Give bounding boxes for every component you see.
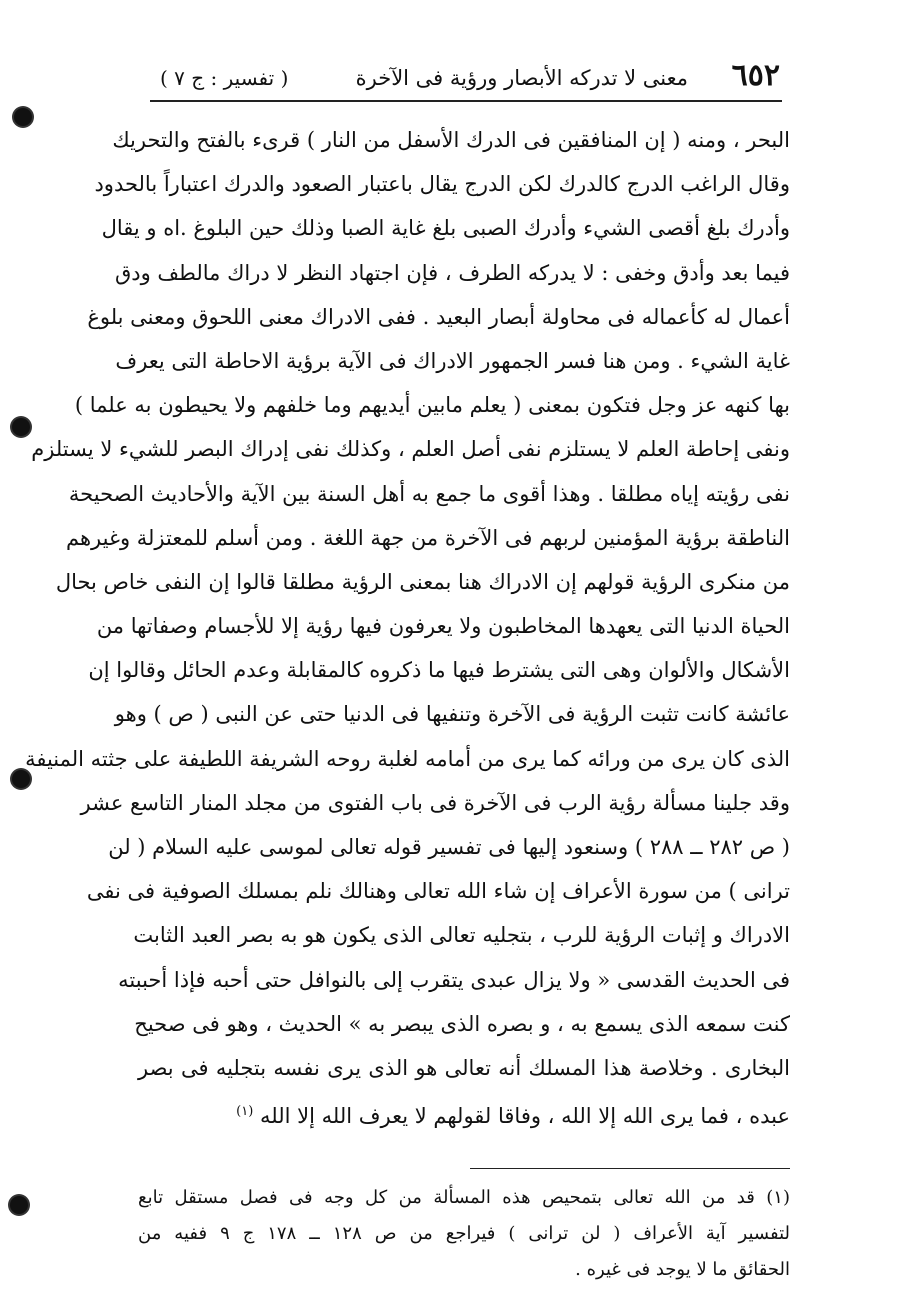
- footnote-line: (١) قد من الله تعالى بتمحيص هذه المسألة من كل وجه فى فصل مستقل تابع: [138, 1187, 790, 1208]
- footnote-line: الحقائق ما لا يوجد فى غيره .: [575, 1259, 790, 1280]
- text-line: أعمال له كأعماله فى محاولة أبصار البعيد . ففى الادراك معنى اللحوق ومعنى بلوغ: [87, 304, 790, 329]
- footnote: [138, 1180, 790, 1288]
- running-title: معنى لا تدركه الأبصار ورؤية فى الآخرة: [355, 66, 688, 90]
- header-rule: [150, 100, 782, 102]
- punch-hole-marker: [12, 418, 30, 436]
- text-line: الحياة الدنيا التى يعهدها المخاطبون ولا يعرفون فيها رؤية إلا للأجسام وصفاتها من: [96, 614, 790, 639]
- text-line: الناطقة برؤية المؤمنين لربهم فى الآخرة من جهة اللغة . ومن أسلم للمعتزلة وغيرهم: [66, 525, 790, 550]
- text-line: فيما بعد وأدق وخفى : لا يدركه الطرف ، فإن اجتهاد النظر لا دراك مالطف ودق: [114, 260, 790, 285]
- text-line: ونفى إحاطة العلم لا يستلزم نفى أصل العلم ، وكذلك نفى إدراك البصر للشيء لا يستلزم: [31, 437, 790, 462]
- text-line: وأدرك بلغ أقصى الشيء وأدرك الصبى بلغ غاية الصبا وذلك حين البلوغ .اه و يقال: [101, 216, 790, 241]
- page-header: [150, 58, 780, 98]
- text-line: من منكرى الرؤية قولهم إن الادراك هنا بمعنى الرؤية مطلقا قالوا إن النفى خاص بحال: [55, 569, 790, 594]
- text-line: نفى رؤيته إياه مطلقا . وهذا أقوى ما جمع به أهل السنة بين الآية والأحاديث الصحيحة: [68, 481, 790, 506]
- footnote-separator: [470, 1168, 790, 1169]
- text-line: وقد جلينا مسألة رؤية الرب فى الآخرة فى باب الفتوى من مجلد المنار التاسع عشر: [80, 790, 790, 815]
- text-line: ترانى ) من سورة الأعراف إن شاء الله تعالى وهنالك نلم بمسلك الصوفية فى نفى: [86, 879, 790, 904]
- text-line-final: [138, 1090, 790, 1134]
- punch-hole-marker: [10, 1196, 28, 1214]
- text-line: ( ص ٢٨٢ ــ ٢٨٨ ) وسنعود إليها فى تفسير قوله تعالى لموسى عليه السلام ( لن: [108, 835, 790, 859]
- page-number: ٦٥٢: [731, 58, 780, 93]
- text-line: البحر ، ومنه ( إن المنافقين فى الدرك الأسفل من النار ) قرىء بالفتح والتحريك: [112, 128, 790, 152]
- volume-reference: ( تفسير : ج ٧ ): [160, 66, 289, 90]
- text-line: فى الحديث القدسى « ولا يزال عبدى يتقرب إلى بالنوافل حتى أحبه فإذا أحببته: [118, 967, 790, 992]
- punch-hole-marker: [14, 108, 32, 126]
- footnote-marker: (١): [236, 1104, 254, 1120]
- text-line: وقال الراغب الدرج كالدرك لكن الدرج يقال باعتبار الصعود والدرك اعتباراً بالحدود: [94, 172, 790, 197]
- text-line: غاية الشيء . ومن هنا فسر الجمهور الادراك فى الآية برؤية الاحاطة التى يعرف: [115, 348, 790, 373]
- text-line: بها كنهه عز وجل فتكون بمعنى ( يعلم مابين أيديهم وما خلفهم ولا يحيطون به علما ): [74, 393, 790, 418]
- text-line: عائشة كانت تثبت الرؤية فى الآخرة وتنفيها فى الدنيا حتى عن النبى ( ص ) وهو: [114, 702, 790, 727]
- text-line: الأشكال والألوان وهى التى يشترط فيها ما ذكروه كالمقابلة وعدم الحائل وقالوا إن: [88, 658, 790, 683]
- text-line: الذى كان يرى من ورائه كما يرى من أمامه لغلبة روحه الشريفة اللطيفة على جثته المنيفة: [25, 746, 790, 771]
- footnote-line: لتفسير آية الأعراف ( لن ترانى ) فيراجع من ص ١٢٨ ــ ١٧٨ ج ٩ ففيه من: [138, 1223, 790, 1244]
- text-line: البخارى . وخلاصة هذا المسلك أنه تعالى هو الذى يرى نفسه بتجليه فى بصر: [138, 1055, 790, 1080]
- body-text: [25, 118, 790, 1134]
- text-line-content: عبده ، فما يرى الله إلا الله ، وفاقا لقولهم لا يعرف الله إلا الله: [260, 1104, 790, 1129]
- text-line: الادراك و إثبات الرؤية للرب ، بتجليه تعالى الذى يكون هو به بصر العبد الثابت: [133, 923, 790, 948]
- text-line: كنت سمعه الذى يسمع به ، و بصره الذى يبصر به » الحديث ، وهو فى صحيح: [134, 1011, 790, 1036]
